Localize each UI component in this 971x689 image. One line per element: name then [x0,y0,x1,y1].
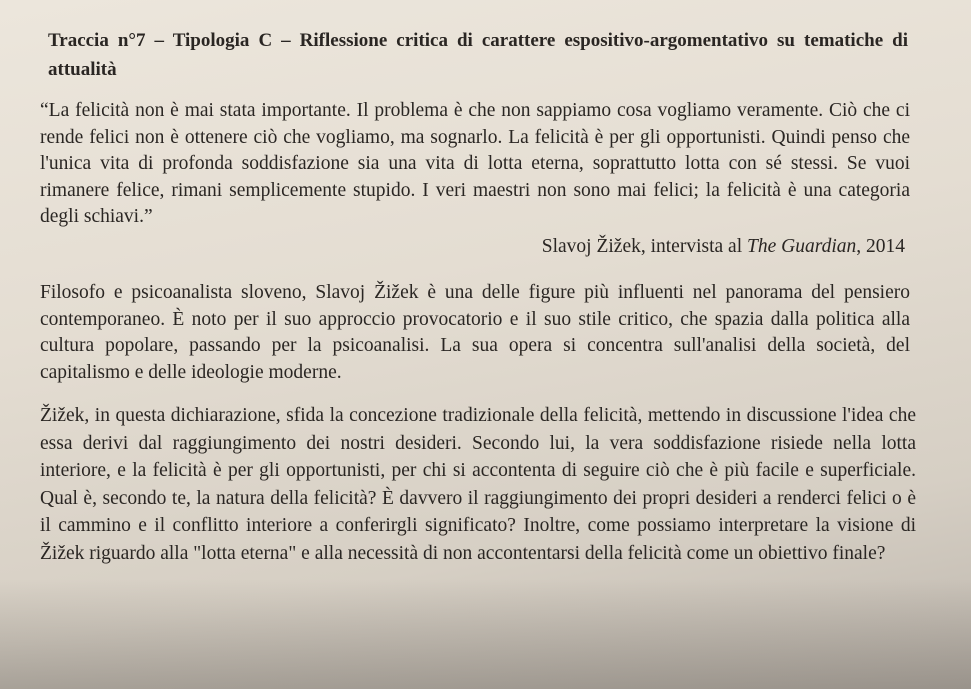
attribution-author: Slavoj Žižek, intervista al [541,236,747,257]
author-intro-paragraph: Filosofo e psicoanalista sloveno, Slavoj Žižek è una delle figure più influenti nel panorama del pensiero contemporaneo. È noto per il suo approccio provocatorio e il suo stile critico, che spazia dalla politica alla cultura popolare, passando per la psicoanalisi. La sua opera si concentra sull'analisi della società, del capitalismo e delle ideologie moderne. [40,282,910,383]
quote-attribution [542,234,905,260]
attribution-source: The Guardian [747,236,857,257]
zizek-quote: “La felicità non è mai stata importante. Il problema è che non sappiamo cosa vogliamo veramente. Ciò che ci rende felici non è ottenere ciò che vogliamo, ma sognarlo. La felicità è per gli opportunisti. Quindi penso che l'unica vita di profonda soddisfazione sia una vita di lotta eterna, soprattutto lotta con sé stessi. Se vuoi rimanere felice, rimani semplicemente stupido. I veri maestri non sono mai felici; la felicità è una categoria degli schiavi.” [40,100,910,227]
prompt-paragraph: Žižek, in questa dichiarazione, sfida la concezione tradizionale della felicità, mettendo in discussione l'idea che essa derivi dal raggiungimento dei nostri desideri. Secondo lui, la vera soddisfazione risiede nella lotta interiore, e la felicità è per gli opportunisti, per chi si accontenta di seguire ciò che è più facile e superficiale. Qual è, secondo te, la natura della felicità? È davvero il raggiungimento dei propri desideri a renderci felici o è il cammino e il conflitto interiore a conferirgli significato? Inoltre, come possiamo interpretare la visione di Žižek riguardo alla "lotta eterna" e alla necessità di non accontentarsi della felicità come un obiettivo finale? [40,405,916,564]
attribution-year: , 2014 [856,236,905,257]
photo-shadow [0,579,971,689]
assignment-heading: Traccia n°7 – Tipologia C – Riflessione critica di carattere espositivo-argomentativo su tematiche di attualità [48,30,908,80]
